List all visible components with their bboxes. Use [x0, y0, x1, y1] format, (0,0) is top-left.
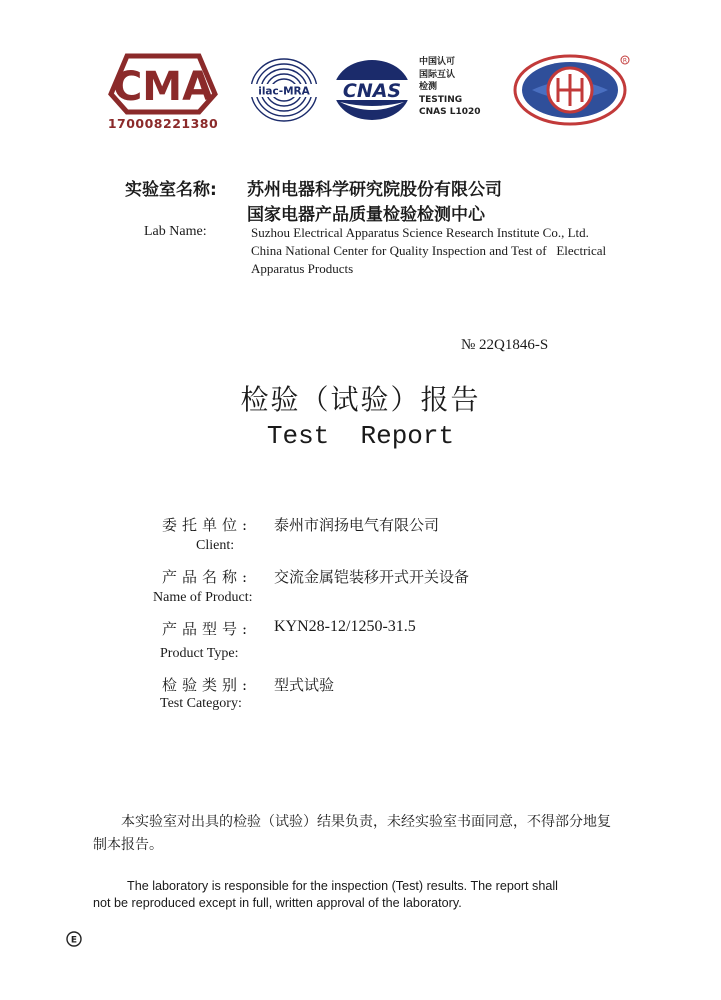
report-number: № 22Q1846-S: [461, 337, 549, 353]
lab-name-cn-line-2: 国家电器产品质量检验检测中心: [247, 205, 485, 225]
notice-cn: 本实验室对出具的检验（试验）结果负责，未经实验室书面同意，不得部分地复制本报告。: [93, 814, 611, 853]
lab-name-cn-line-1: 苏州电器科学研究院股份有限公司: [247, 180, 502, 200]
notice-en: [93, 878, 628, 912]
circled-e-icon: [66, 931, 82, 947]
report-title-en: Test Report: [266, 421, 455, 451]
test-category-value: 型式试验: [274, 676, 335, 694]
notice-en-line-2: not be reproduced except in full, written approval of the laboratory.: [93, 896, 462, 910]
cma-logo-text: CMA: [112, 64, 214, 110]
svg-text:R: R: [622, 57, 628, 65]
cnas-line: 国际互认: [419, 69, 456, 80]
client-label-en: Client:: [196, 538, 235, 553]
ilac-logo-text: ilac-MRA: [258, 85, 310, 98]
test-category-label-cn: 检验类别:: [162, 676, 253, 694]
institute-emblem-logo: [512, 50, 632, 128]
product-name-label-cn: 产品名称:: [162, 568, 253, 586]
product-type-label-en: Product Type:: [160, 646, 239, 661]
notice-en-line-1: The laboratory is responsible for the inspection (Test) results. The report shall: [127, 879, 558, 893]
test-category-label-en: Test Category:: [160, 696, 242, 711]
product-name-label-en: Name of Product:: [153, 590, 253, 605]
cma-certificate-number: 170008221380: [107, 116, 219, 131]
product-name-value: 交流金属铠装移开式开关设备: [274, 568, 470, 586]
cnas-line: 检测: [419, 82, 438, 92]
cnas-logo: [332, 58, 412, 122]
lab-name-en-line-1: Suzhou Electrical Apparatus Science Research Institute Co., Ltd.: [251, 225, 589, 240]
client-value: 泰州市润扬电气有限公司: [274, 516, 440, 534]
product-type-label-cn: 产品型号:: [162, 620, 253, 638]
cnas-accreditation-text: [419, 56, 481, 119]
lab-name-label-en: Lab Name:: [144, 224, 207, 239]
ilac-mra-logo: [249, 57, 319, 123]
client-label-cn: 委托单位:: [162, 516, 253, 534]
lab-name-en: [251, 224, 606, 278]
svg-text:E: E: [70, 935, 78, 946]
product-type-value: KYN28-12/1250-31.5: [274, 618, 416, 635]
report-title-cn: 检验（试验）报告: [240, 383, 481, 416]
cnas-line: TESTING: [419, 94, 463, 105]
cnas-line: CNAS L1020: [419, 107, 481, 117]
lab-name-label-cn: 实验室名称:: [125, 180, 217, 200]
lab-name-en-line-3: Apparatus Products: [251, 261, 354, 276]
cnas-logo-text: CNAS: [342, 80, 402, 102]
lab-name-en-line-2: China National Center for Quality Inspection and Test of Electrical: [251, 243, 607, 258]
cnas-line: 中国认可: [419, 57, 456, 67]
